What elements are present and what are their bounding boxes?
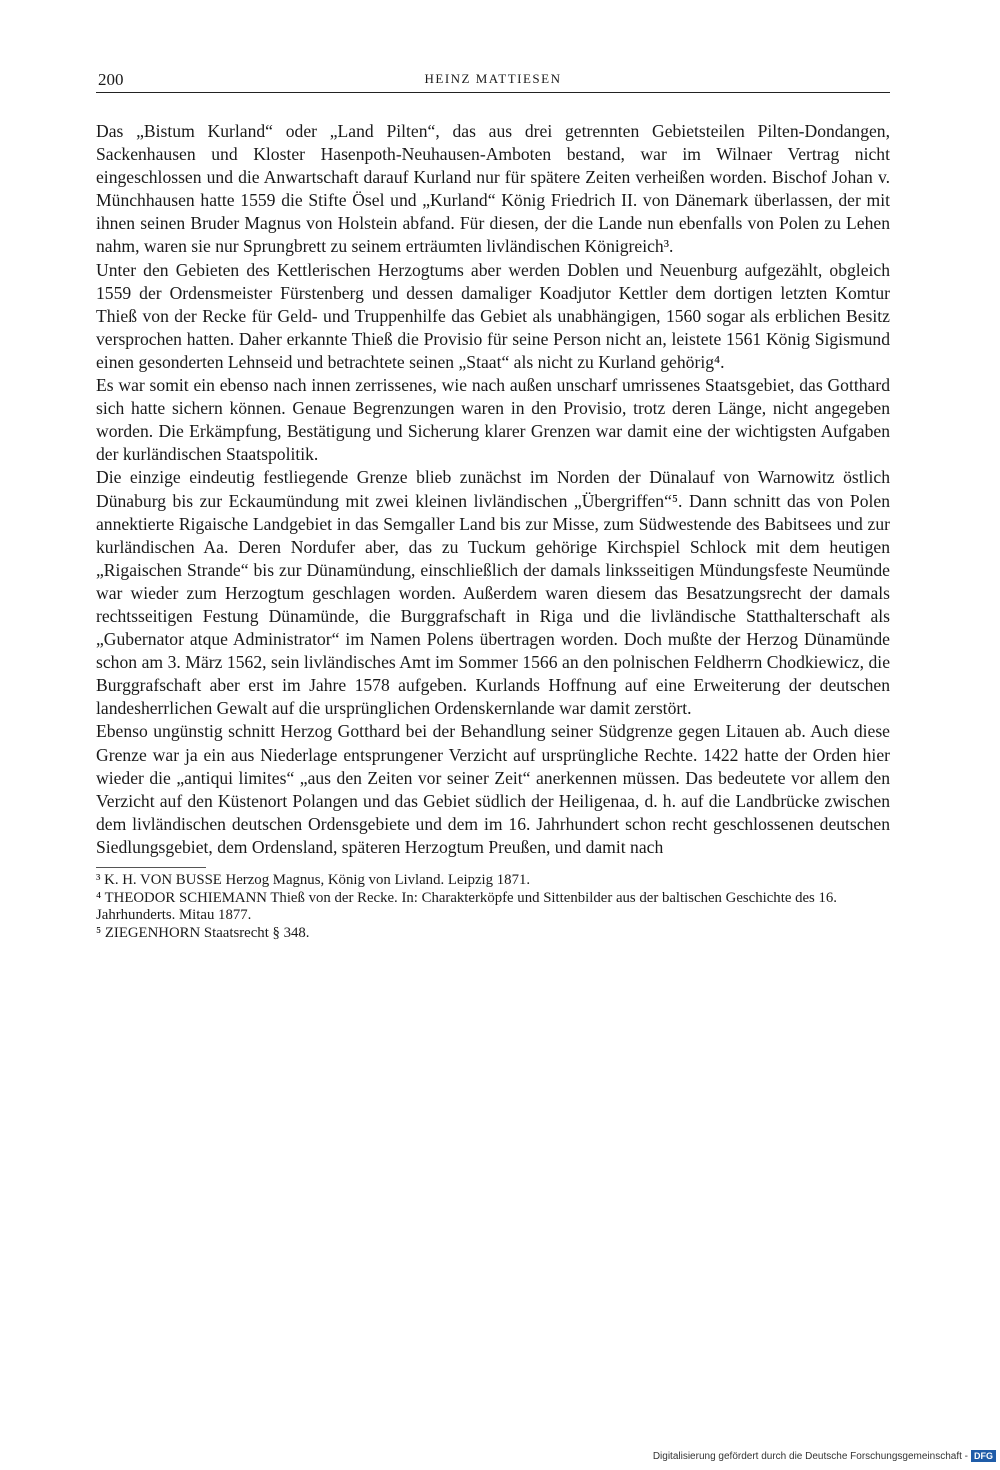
main-text	[96, 120, 890, 859]
paragraph: Unter den Gebieten des Kettlerischen Herzogtums aber werden Doblen und Neuenburg aufgezählt, obgleich 1559 der Ordensmeister Fürstenberg und dessen damaliger Koadjutor Kettler dem dortigen letzten Komtur Thieß von der Recke für Geld- und Truppenhilfe das Gebiet als unabhängigen, 1560 sogar als erblichen Besitz versprochen hatten. Daher erkannte Thieß die Provisio für seine Person nicht an, leistete 1561 König Sigismund einen gesonderten Lehnseid und betrachtete seinen „Staat“ als nicht zu Kurland gehörig⁴.	[96, 259, 890, 372]
paragraph: Es war somit ein ebenso nach innen zerrissenes, wie nach außen unscharf umrissenes Staatsgebiet, das Gotthard sich hatte sichern können. Genaue Begrenzungen waren in den Provisio, trotz deren Länge, nicht angegeben worden. Die Erkämpfung, Bestätigung und Sicherung klarer Grenzen war damit eine der wichtigsten Aufgaben der kurländischen Staatspolitik.	[96, 375, 890, 465]
footnote: ⁵ ZIEGENHORN Staatsrecht § 348.	[96, 925, 310, 942]
paragraph: Ebenso ungünstig schnitt Herzog Gotthard bei der Behandlung seiner Südgrenze gegen Litauen ab. Auch diese Grenze war ja ein aus Niederlage entsprungener Verzicht auf ursprüngliche Rechte. 1422 hatte der Orden hier wieder die „antiqui limites“ „aus den Zeiten vor seiner Zeit“ anerkennen müssen. Das bedeutete vor allem den Verzicht auf den Küstenort Polangen und das Gebiet südlich der Heiligenaa, d. h. auf die Landbrücke zwischen dem livländischen deutschen Ordensgebiete und dem im 16. Jahrhundert schon recht geschlossenen deutschen Siedlungsgebiet, dem Ordensland, späteren Herzogtum Preußen, und damit nach	[96, 721, 890, 857]
page-number: 200	[98, 70, 124, 89]
footnote: ³ K. H. VON BUSSE Herzog Magnus, König von Livland. Leipzig 1871.	[96, 872, 531, 888]
credit-text: Digitalisierung gefördert durch die Deutsche Forschungsgemeinschaft -	[652, 1450, 968, 1462]
footnotes	[96, 872, 890, 943]
footnote-divider	[96, 867, 206, 868]
paragraph: Das „Bistum Kurland“ oder „Land Pilten“, das aus drei getrennten Gebietsteilen Pilten-Dondangen, Sackenhausen und Kloster Hasenpoth-Neuhausen-Amboten bestand, war im Wilnaer Vertrag nicht eingeschlossen und die Anwartschaft darauf Kurland nur für spätere Zeiten verheißen worden. Bischof Johan v. Münchhausen hatte 1559 die Stifte Ösel und „Kurland“ König Friedrich II. von Dänemark überlassen, der mit ihnen seinen Bruder Magnus von Holstein abfand. Für diesen, der die Lande nun ebenfalls von Polen zu Lehen nahm, waren sie nur Sprungbrett zu seinem erträumten livländischen Königreich³.	[96, 121, 890, 257]
paragraph: Die einzige eindeutig festliegende Grenze blieb zunächst im Norden der Dünalauf von Warnowitz östlich Dünaburg bis zur Eckaumündung mit zwei kleinen livländischen „Übergriffen“⁵. Dann schnitt das von Polen annektierte Rigaische Landgebiet in das Semgaller Land bis zur Misse, zum Südwestende des Babitsees und zur kurländischen Aa. Deren Nordufer aber, das zu Tuckum gehörige Kirchspiel Schlock mit dem heutigen „Rigaischen Strande“ bis zur Dünamündung, einschließlich der damals linksseitigen Mündungsfeste Neumünde war wieder zum Herzogtum geschlagen worden. Außerdem waren diesem das Besatzungsrecht der damals rechtsseitigen Festung Dünamünde, die Burggrafschaft in Riga und die livländische Statthalterschaft als „Gubernator atque Administrator“ im Namen Polens übertragen worden. Doch mußte der Herzog Dünamünde schon am 3. März 1562, sein livländisches Amt im Sommer 1566 an den polnischen Feldherrn Chodkiewicz, die Burggrafschaft aber erst im Jahre 1578 aufgeben. Kurlands Hoffnung auf eine Erweiterung der deutschen landesherrlichen Gewalt auf die ursprünglichen Ordenskernlande war damit zerstört.	[96, 467, 890, 719]
book-page	[96, 66, 890, 943]
digitization-credit	[653, 1450, 996, 1462]
running-head: HEINZ MATTIESEN	[424, 71, 562, 86]
footnote: ⁴ THEODOR SCHIEMANN Thieß von der Recke. In: Charakterköpfe und Sittenbilder aus der baltischen Geschichte des 16. Jahrhunderts. Mitau 1877.	[96, 889, 838, 924]
page-header	[96, 66, 890, 93]
dfg-logo: DFG	[971, 1450, 996, 1462]
